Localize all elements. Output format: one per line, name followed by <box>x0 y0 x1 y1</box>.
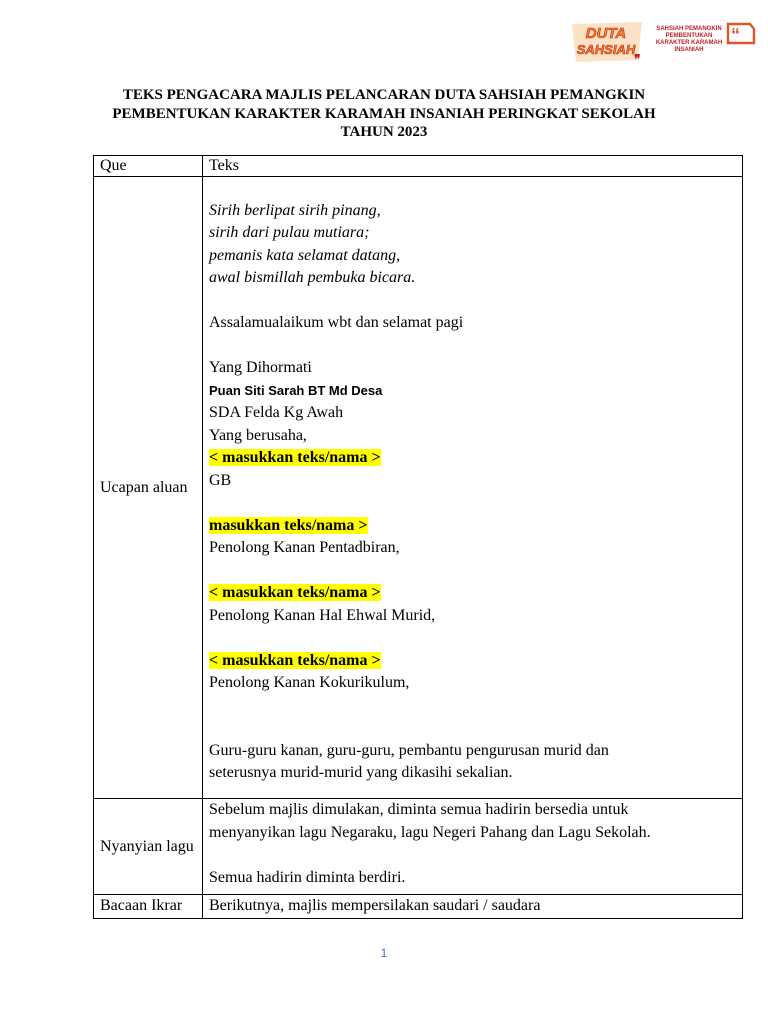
table-row-ucapan <box>94 177 743 799</box>
table-header-row <box>94 156 743 177</box>
role-pk-hem: Penolong Kanan Hal Ehwal Murid, <box>209 606 436 624</box>
page-number: 1 <box>380 946 388 960</box>
table-row-nyanyian <box>94 799 743 895</box>
logo-tagline-line: SAHSIAH PEMANGKIN <box>656 26 722 32</box>
logo-tagline-line: INSANIAH <box>674 47 704 53</box>
role-pk-pentadbiran: Penolong Kanan Pentadbiran, <box>209 539 400 556</box>
logo-word-1: DUTA <box>585 25 627 42</box>
role-gb: GB <box>209 471 232 489</box>
yang-dihormati-text: Yang Dihormati <box>209 359 312 376</box>
document-title <box>60 86 708 142</box>
greeting-text: Assalamualaikum wbt dan selamat pagi <box>209 314 464 331</box>
placeholder-highlight: masukkan teks/nama > <box>209 516 368 534</box>
closing-line: seterusnya murid-murid yang dikasihi sekalian. <box>209 764 513 781</box>
header-logo <box>566 18 760 64</box>
pantun-line: awal bismillah pembuka bicara. <box>209 269 416 286</box>
pantun-line: pemanis kata selamat datang, <box>209 246 401 264</box>
pantun-line: sirih dari pulau mutiara; <box>209 224 370 241</box>
header-text: Teks <box>203 156 743 177</box>
emcee-script-table <box>93 155 743 919</box>
text-bacaan-ikrar: Berikutnya, majlis mempersilakan saudari / saudara <box>203 895 743 919</box>
yang-berusaha-text: Yang berusaha, <box>209 426 307 444</box>
closing-line: Guru-guru kanan, guru-guru, pembantu pengurusan murid dan <box>209 741 609 759</box>
logo-tagline-line: KARAKTER KARAMAH <box>655 40 723 46</box>
title-line-1: TEKS PENGACARA MAJLIS PELANCARAN DUTA SAHSIAH PEMANGKIN <box>122 87 646 103</box>
svg-text:❞: ❞ <box>634 52 641 64</box>
text-nyanyian-lagu <box>203 799 743 895</box>
vip-school: SDA Felda Kg Awah <box>209 404 344 421</box>
vip-name: Puan Siti Sarah BT Md Desa <box>209 382 383 398</box>
table-row-ikrar <box>94 895 743 919</box>
nyanyian-line: Semua hadirin diminta berdiri. <box>209 868 406 886</box>
placeholder-highlight: < masukkan teks/nama > <box>209 584 381 601</box>
title-line-2: PEMBENTUKAN KARAKTER KARAMAH INSANIAH PERINGKAT SEKOLAH <box>112 105 656 122</box>
logo-tagline-line: PEMBENTUKAN <box>665 33 713 39</box>
header-cue: Que <box>94 156 203 177</box>
logo-tagline <box>648 26 730 54</box>
nyanyian-line: Sebelum majlis dimulakan, diminta semua hadirin bersedia untuk <box>209 801 629 818</box>
logo-word-2: SAHSIAH <box>576 42 636 57</box>
nyanyian-line: menyanyikan lagu Negaraku, lagu Negeri Pahang dan Lagu Sekolah. <box>209 823 651 841</box>
cue-nyanyian-lagu: Nyanyian lagu <box>94 799 203 895</box>
quote-mark-icon <box>726 21 756 47</box>
text-ucapan-aluan <box>203 177 743 799</box>
title-line-3: TAHUN 2023 <box>340 124 428 140</box>
duta-sahsiah-logo-icon <box>568 20 646 64</box>
placeholder-highlight: < masukkan teks/nama > <box>209 449 381 466</box>
cue-bacaan-ikrar: Bacaan Ikrar <box>94 895 203 919</box>
role-pk-koku: Penolong Kanan Kokurikulum, <box>209 674 410 691</box>
placeholder-highlight: < masukkan teks/nama > <box>209 651 381 669</box>
svg-text:“: “ <box>731 25 740 45</box>
cue-ucapan-aluan: Ucapan aluan <box>94 177 203 799</box>
pantun-line: Sirih berlipat sirih pinang, <box>209 201 381 219</box>
